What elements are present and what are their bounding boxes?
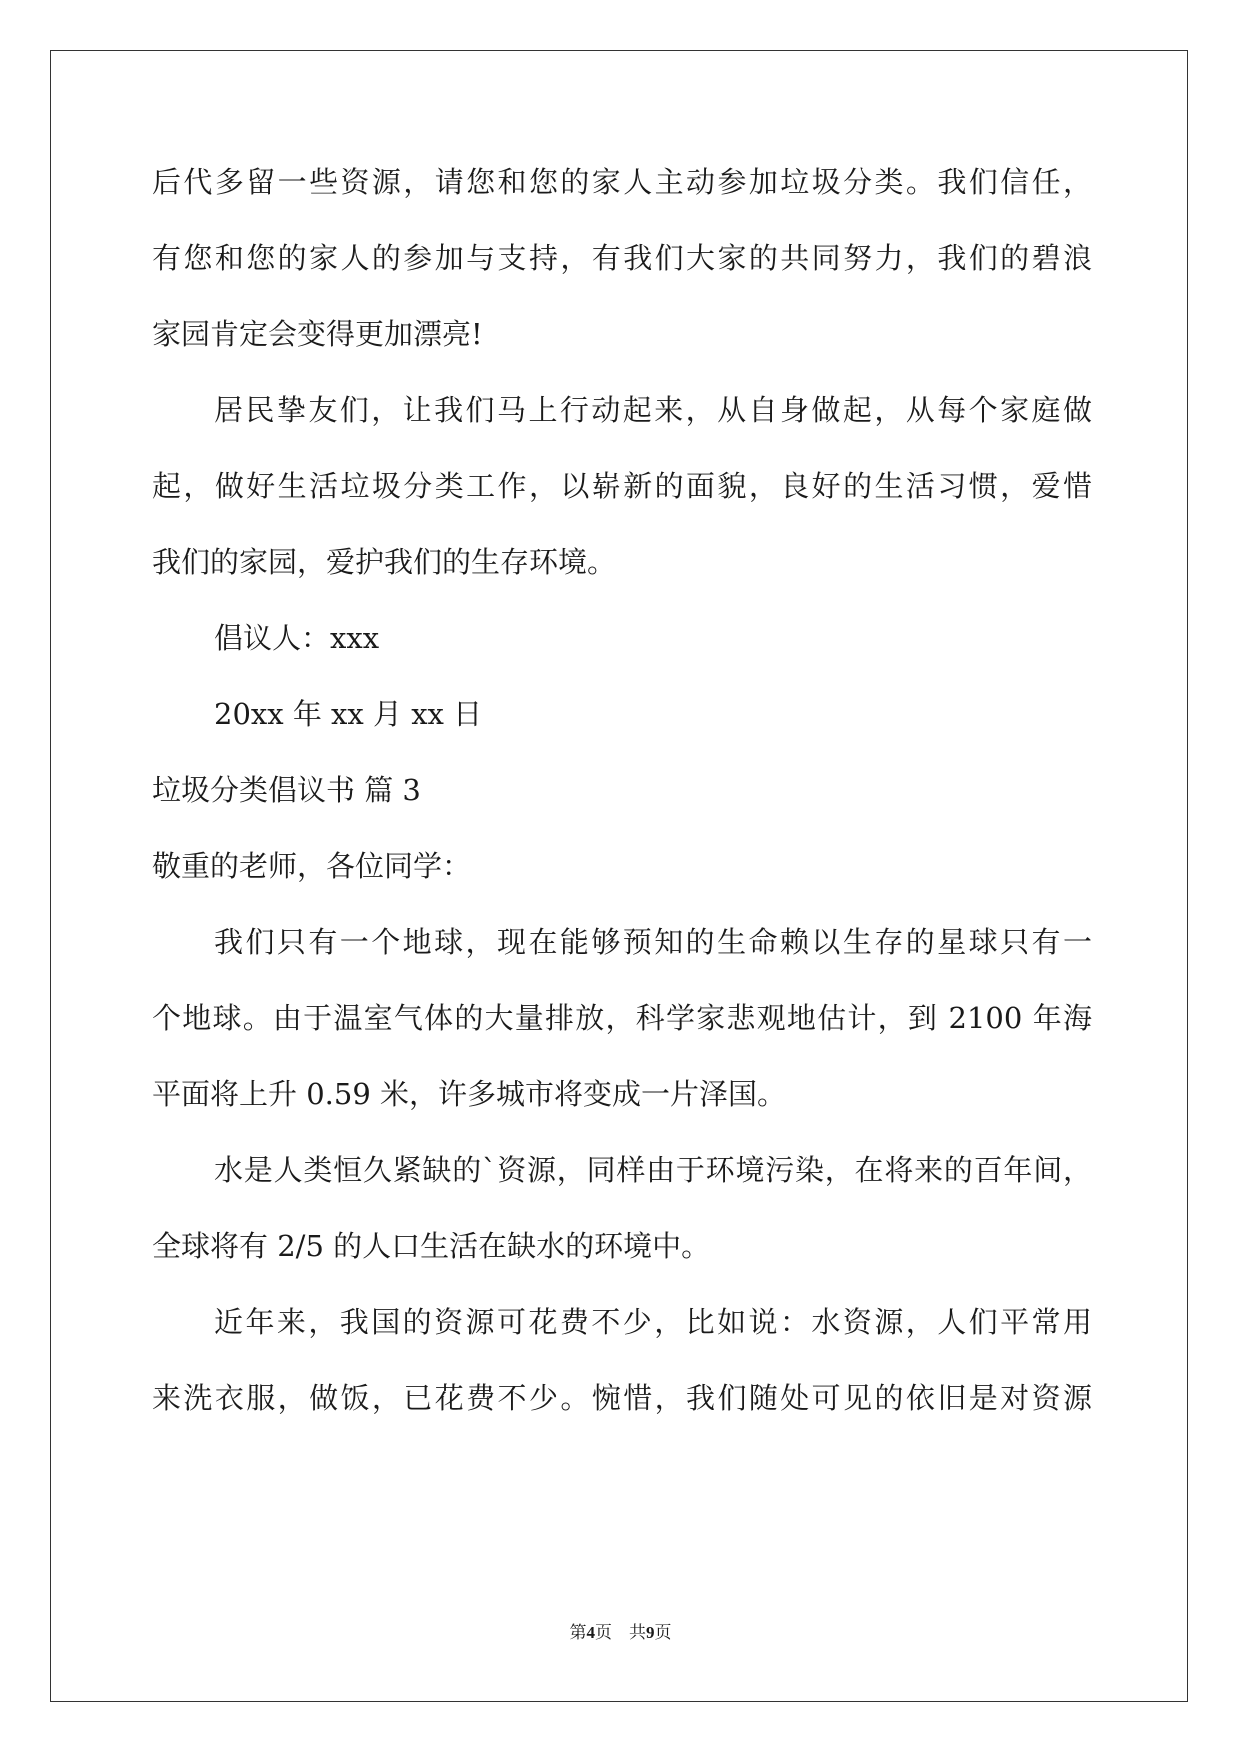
footer-suffix: 页 bbox=[654, 1623, 672, 1642]
footer-prefix: 第 bbox=[569, 1623, 587, 1642]
paragraph-line-13: 平面将上升 0.59 米，许多城市将变成一片泽国。 bbox=[152, 1077, 787, 1111]
paragraph-line-4: 居民挚友们，让我们马上行动起来，从自身做起，从每个家庭做 bbox=[214, 393, 1092, 427]
page-footer bbox=[0, 1618, 1241, 1642]
paragraph-line-3: 家园肯定会变得更加漂亮! bbox=[152, 317, 483, 351]
paragraph-line-11: 我们只有一个地球，现在能够预知的生命赖以生存的星球只有一 bbox=[214, 925, 1092, 959]
footer-total-pages: 9 bbox=[646, 1623, 655, 1642]
proposer-line: 倡议人：xxx bbox=[214, 621, 380, 655]
paragraph-line-6: 我们的家园，爱护我们的生存环境。 bbox=[152, 545, 617, 579]
footer-current-page: 4 bbox=[586, 1623, 595, 1642]
footer-mid: 页 共 bbox=[595, 1623, 646, 1642]
paragraph-line-12: 个地球。由于温室气体的大量排放，科学家悲观地估计，到 2100 年海 bbox=[152, 1001, 1092, 1035]
salutation-line: 敬重的老师，各位同学： bbox=[152, 849, 472, 883]
paragraph-line-5: 起，做好生活垃圾分类工作，以崭新的面貌，良好的生活习惯，爱惜 bbox=[152, 469, 1092, 503]
paragraph-line-16: 近年来，我国的资源可花费不少，比如说：水资源，人们平常用 bbox=[214, 1305, 1092, 1339]
paragraph-line-17: 来洗衣服，做饭，已花费不少。惋惜，我们随处可见的依旧是对资源 bbox=[152, 1381, 1092, 1415]
paragraph-line-14: 水是人类恒久紧缺的`资源，同样由于环境污染，在将来的百年间， bbox=[214, 1153, 1092, 1187]
section-heading: 垃圾分类倡议书 篇 3 bbox=[152, 773, 421, 807]
paragraph-line-1: 后代多留一些资源，请您和您的家人主动参加垃圾分类。我们信任， bbox=[152, 165, 1092, 199]
date-line: 20xx 年 xx 月 xx 日 bbox=[214, 697, 483, 731]
paragraph-line-2: 有您和您的家人的参加与支持，有我们大家的共同努力，我们的碧浪 bbox=[152, 241, 1092, 275]
paragraph-line-15: 全球将有 2/5 的人口生活在缺水的环境中。 bbox=[152, 1229, 711, 1263]
